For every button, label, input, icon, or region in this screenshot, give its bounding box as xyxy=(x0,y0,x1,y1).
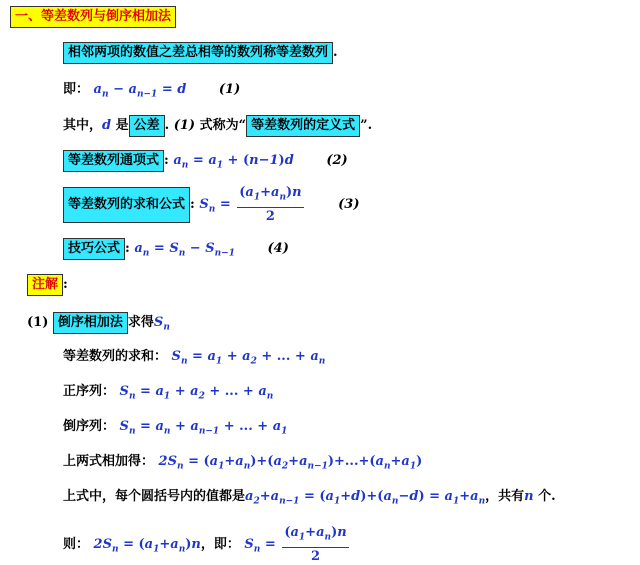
forward-formula: $S_n = a_1 + a_2$ + ... + $a_n$ xyxy=(119,384,274,402)
explain-line: 其中，d 是 公差 . (1) 式称为“ 等差数列的定义式 ”. xyxy=(63,115,372,137)
explain-text-5: ”. xyxy=(360,118,373,133)
trick-formula-box: 技巧公式 xyxy=(63,238,125,260)
definition-dot: . xyxy=(333,45,338,60)
eq1-line xyxy=(63,80,240,105)
reverse-label: 倒序列： xyxy=(63,419,116,434)
result-formula-2: $S_n$ = $\frac{(a_1+a_n)n}{2}$ xyxy=(244,525,347,564)
note-line xyxy=(27,274,68,296)
definition-formula-box: 等差数列的定义式 xyxy=(246,115,360,137)
eq4-formula: $a_n = S_n - S_{n-1}$ xyxy=(134,241,235,259)
definition-line xyxy=(63,42,338,64)
note-colon: : xyxy=(63,277,68,292)
result-text-2: ，即： xyxy=(200,536,240,552)
sum-line xyxy=(63,347,325,372)
eq4-colon: : xyxy=(125,241,130,256)
pair-text-3: 个. xyxy=(538,489,556,504)
eq2-colon: : xyxy=(164,153,169,168)
explain-text-1: 其中， xyxy=(63,118,103,133)
eq2-formula: $a_n = a_1 + (n-1)d$ xyxy=(173,153,294,171)
eq3-label: (3) xyxy=(338,196,360,212)
sum-label: 等差数列的求和： xyxy=(63,349,168,364)
forward-label: 正序列： xyxy=(63,384,116,399)
explain-text-2: 是 xyxy=(115,118,129,133)
eq2-line xyxy=(63,150,348,176)
eq1-formula: $a_n - a_{n-1} = d$ xyxy=(93,82,187,100)
eq4-line xyxy=(63,238,289,264)
add-formula: $2S_n = (a_1+a_n)+(a_2+a_{n-1})+...+(a_n+a_1)$ xyxy=(158,454,423,472)
eq3-colon: : xyxy=(190,196,195,212)
sum-formula-box: 等差数列的求和公式 xyxy=(63,187,190,223)
eq4-label: (4) xyxy=(267,241,289,256)
method-text: 求得 xyxy=(127,315,154,330)
reverse-line xyxy=(63,417,287,442)
definition-box: 相邻两项的数值之差总相等的数列称等差数列 xyxy=(63,42,333,64)
note-box: 注解 xyxy=(27,274,63,296)
reverse-formula: $S_n = a_n + a_{n-1}$ + ... + $a_1$ xyxy=(119,419,288,437)
pair-formula: $a_2+a_{n-1} = (a_1+d)+(a_n-d) = a_1+a_n$ xyxy=(245,489,486,507)
result-line xyxy=(63,524,351,564)
pair-text-1: 上式中，每个圆括号内的值都是 xyxy=(63,489,246,504)
section-title: 一、等差数列与倒序相加法 xyxy=(10,6,176,28)
eq2-label: (2) xyxy=(326,153,348,168)
method-number: (1) xyxy=(27,315,49,330)
explain-text-4: 式称为“ xyxy=(199,118,247,133)
result-text-1: 则： xyxy=(63,536,90,552)
result-formula-1: $2S_n = (a_1+a_n)n$ xyxy=(93,536,201,555)
pair-line: 上式中，每个圆括号内的值都是$a_2+a_{n-1} = (a_1+d)+(a_n-d) = a_1+a_n$，共有n 个. xyxy=(63,489,556,507)
eq1-prefix: 即： xyxy=(63,82,90,97)
pair-text-2: ，共有 xyxy=(485,489,525,504)
general-term-box: 等差数列通项式 xyxy=(63,150,164,172)
eq3-line xyxy=(63,184,360,224)
eq1-label: (1) xyxy=(218,82,241,97)
section-title-line xyxy=(10,6,176,28)
reverse-order-box: 倒序相加法 xyxy=(53,312,128,334)
forward-line xyxy=(63,382,273,407)
add-label: 上两式相加得： xyxy=(63,454,155,469)
common-difference-box: 公差 xyxy=(129,115,165,137)
explain-text-3: . xyxy=(164,118,174,133)
add-line xyxy=(63,452,422,477)
sum-formula: $S_n = a_1 + a_2$ + ... + $a_n$ xyxy=(171,349,326,367)
eq3-formula: $S_n$ = $\frac{(a_1+a_n)n}{2}$ xyxy=(199,185,302,224)
method-line: (1) 倒序相加法 求得$S_n$ xyxy=(27,312,170,338)
